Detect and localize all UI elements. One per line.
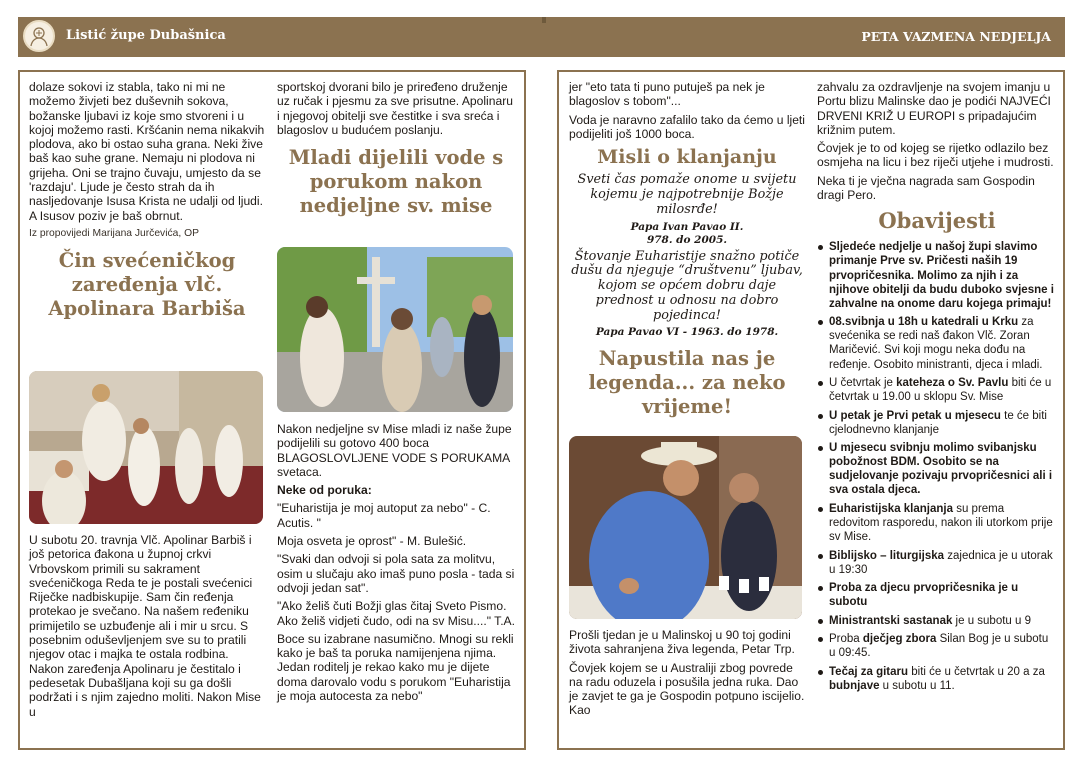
elderly-man-photo (569, 436, 802, 619)
ordination-heading: Čin svećeničkog zaređenja vlč. Apolinara Barbiša (48, 249, 246, 321)
adoration-heading: Misli o klanjanju (597, 146, 777, 169)
list-item: Proba za djecu prvopričesnika je u subotu (817, 581, 1057, 609)
col2-intro: sportskoj dvorani bilo je priređeno druženje uz ručak i pjesmu za sve prisutne. Apolinaru i njegovoj obitelji sve čestitke i sva sreća i blagoslov u budućem poslanju. (277, 80, 513, 137)
col3-intro-1: jer "eto tata ti puno putuješ pa nek je blagoslov s tobom"... (569, 80, 765, 109)
list-item: U mjesecu svibnju molimo svibanjsku pobožnost BDM. Osobito se na sudjelovanje pozivaju prvopričesnici ali i sva ostala djeca. (817, 441, 1057, 497)
header-divider (542, 17, 546, 23)
quote-2: Štovanje Euharistije snažno potiče dušu da njeguje “društvenu” ljubav, kojom se općem dobru daje prednost u odnosu na dobro pojedinca! (571, 248, 803, 323)
messages-label: Neke od poruka: (277, 483, 372, 498)
legend-body-1: Prošli tjedan je u Malinskoj u 90 toj godini života sahranjena živa legenda, Petar Trp. (569, 628, 795, 657)
announcements-list (817, 240, 1057, 693)
col3-intro-2: Voda je naravno zafalilo tako da ćemo u ljeti podijeliti još 1000 boca. (569, 112, 805, 141)
column-3 (569, 80, 805, 419)
list-item: Tečaj za gitaru biti će u četvrtak u 20 a za bubnjave u subotu u 11. (817, 665, 1057, 693)
water-body (277, 422, 515, 707)
message-3: "Svaki dan odvoji si pola sata za molitvu, osim u slučaju ako imaš puno posla - tada si odvoji jedan sat". (277, 552, 515, 595)
message-2: Moja osveta je oprost" - M. Bulešić. (277, 534, 467, 549)
issue-title: PETA VAZMENA NEDJELJA (861, 29, 1051, 44)
list-item: U petak je Prvi petak u mjesecu te će biti cjelodnevno klanjanje (817, 409, 1057, 437)
list-item: Biblijsko – liturgijska zajednica je u utorak u 19:30 (817, 549, 1057, 577)
bulletin-title: Listić župe Dubašnica (66, 28, 226, 43)
list-item: Proba dječjeg zbora Silan Bog je u subotu u 09:45. (817, 632, 1057, 660)
ordination-photo (29, 371, 263, 524)
list-item: Sljedeće nedjelje u našoj župi slavimo primanje Prve sv. Pričesti naših 19 prvopričesnika. Molimo za njih i za njihove obitelji da budu duboko svjesne i zahvalne na onome daru kojega primaju! (817, 240, 1057, 310)
column-1 (29, 80, 265, 321)
col1-intro: dolaze sokovi iz stabla, tako ni mi ne možemo živjeti bez duševnih sokova, božanske ljubavi iz koje smo stvoreni i u kojoj možemo rasti. Kršćanin nema nikakvih plodova, ako bi ostao suha grana. Neki žive baš kao suhe grane. Nemaju ni plodova ni grijeha. Oni se trajno čuvaju, umjesto da se 'razdaju'. Ljude je često strah da ih nasljedovanje Isusa Krista ne udalji od ljudi. A Isusov poziv je baš obrnut. (29, 80, 265, 223)
legend-body (569, 628, 805, 722)
header-bar (18, 17, 1065, 57)
column-4 (817, 80, 1057, 697)
parish-logo-icon (23, 20, 55, 52)
water-heading: Mladi dijelili vode s porukom nakon nedjeljne sv. mise (288, 146, 504, 218)
message-5: Boce su izabrane nasumično. Mnogi su rekli kako je baš ta poruka namijenjena njima. Jedan roditelj je rekao kako mu je dijete doma darovalo vodu s porukom "Euharistija je moja autocesta za nebo" (277, 631, 514, 704)
list-item: Euharistijska klanjanja su prema redovitom rasporedu, nakon ili utorkom prije sv Mise. (817, 502, 1057, 544)
col4-intro-2: Čovjek je to od kojeg se rijetko odlazilo bez osmjeha na licu i bez riječi utjehe i mudrosti. (817, 141, 1054, 170)
col4-intro-1: zahvalu za ozdravljenje na svojem imanju u Portu blizu Malinske dao je podići NAJVEĆI DRVENI KRIŽ U EUROPI s pripadajućim križnim putem. (817, 80, 1051, 137)
col4-intro-3: Neka ti je vječna nagrada sam Gospodin dragi Pero. (817, 173, 1035, 203)
quote-1-years: 978. do 2005. (646, 233, 728, 246)
legend-heading: Napustila nas je legenda... za neko vrijeme! (588, 346, 786, 418)
water-intro: Nakon nedjeljne sv Mise mladi iz naše župe podijelili su gotovo 400 boca BLAGOSLOVLJENE VODE S PORUKAMA svetaca. (277, 422, 512, 479)
message-4: "Ako želiš čuti Božji glas čitaj Sveto Pismo. Ako želiš vidjeti čudo, odi na sv Misu...." T.A. (277, 599, 515, 628)
legend-body-2: Čovjek kojem se u Australiji zbog povrede na radu oduzela i posušila jedna ruka. Dao je zavjet te ga je Gospodin potpuno iscijelio. Kao (569, 660, 805, 718)
list-item: 08.svibnja u 18h u katedrali u Krku za svećenika se redi naš đakon Vlč. Zoran Maričević. Svi koji mogu neka dođu na ređenje. Osobito ministranti, djeca i mladi. (817, 315, 1057, 371)
column-2 (277, 80, 515, 218)
message-1: "Euharistija je moj autoput za nebo" - C. Acutis. " (277, 501, 491, 530)
list-item: U četvrtak je kateheza o Sv. Pavlu biti će u četvrtak u 19.00 u sklopu Sv. Mise (817, 376, 1057, 404)
quote-2-author: Papa Pavao VI - 1963. do 1978. (595, 325, 779, 338)
ordination-body: U subotu 20. travnja Vlč. Apolinar Barbiš i još petorica đakona u župnoj crkvi Vrbovskom primili su sakrament svećeničkoga Reda te je postali svećenici Riječke nadbiskupije. Sam čin ređenja protekao je svečano. Na našem ređeniku primijetilo se uzbuđenje ali i mir u srcu. S posebnim oduševljenjem sve su to pratili njegov otac i majka te ostala rodbina. Nakon zaređenja Apolinaru je čestitalo i pedesetak Dubašljana koji su ga došli podržati i s njim zajedno moliti. Nakon Mise u (29, 533, 261, 719)
youth-photo (277, 247, 513, 412)
col1-source: Iz propovijedi Marijana Jurčevića, OP (29, 227, 199, 239)
list-item: Ministrantski sastanak je u subotu u 9 (817, 614, 1057, 628)
quote-1-author: Papa Ivan Pavao II. (630, 220, 744, 233)
announcements-heading: Obavijesti (878, 208, 996, 234)
quote-1: Sveti čas pomaže onome u svijetu kojemu je najpotrebnije Božje milosrđe! (577, 172, 797, 217)
